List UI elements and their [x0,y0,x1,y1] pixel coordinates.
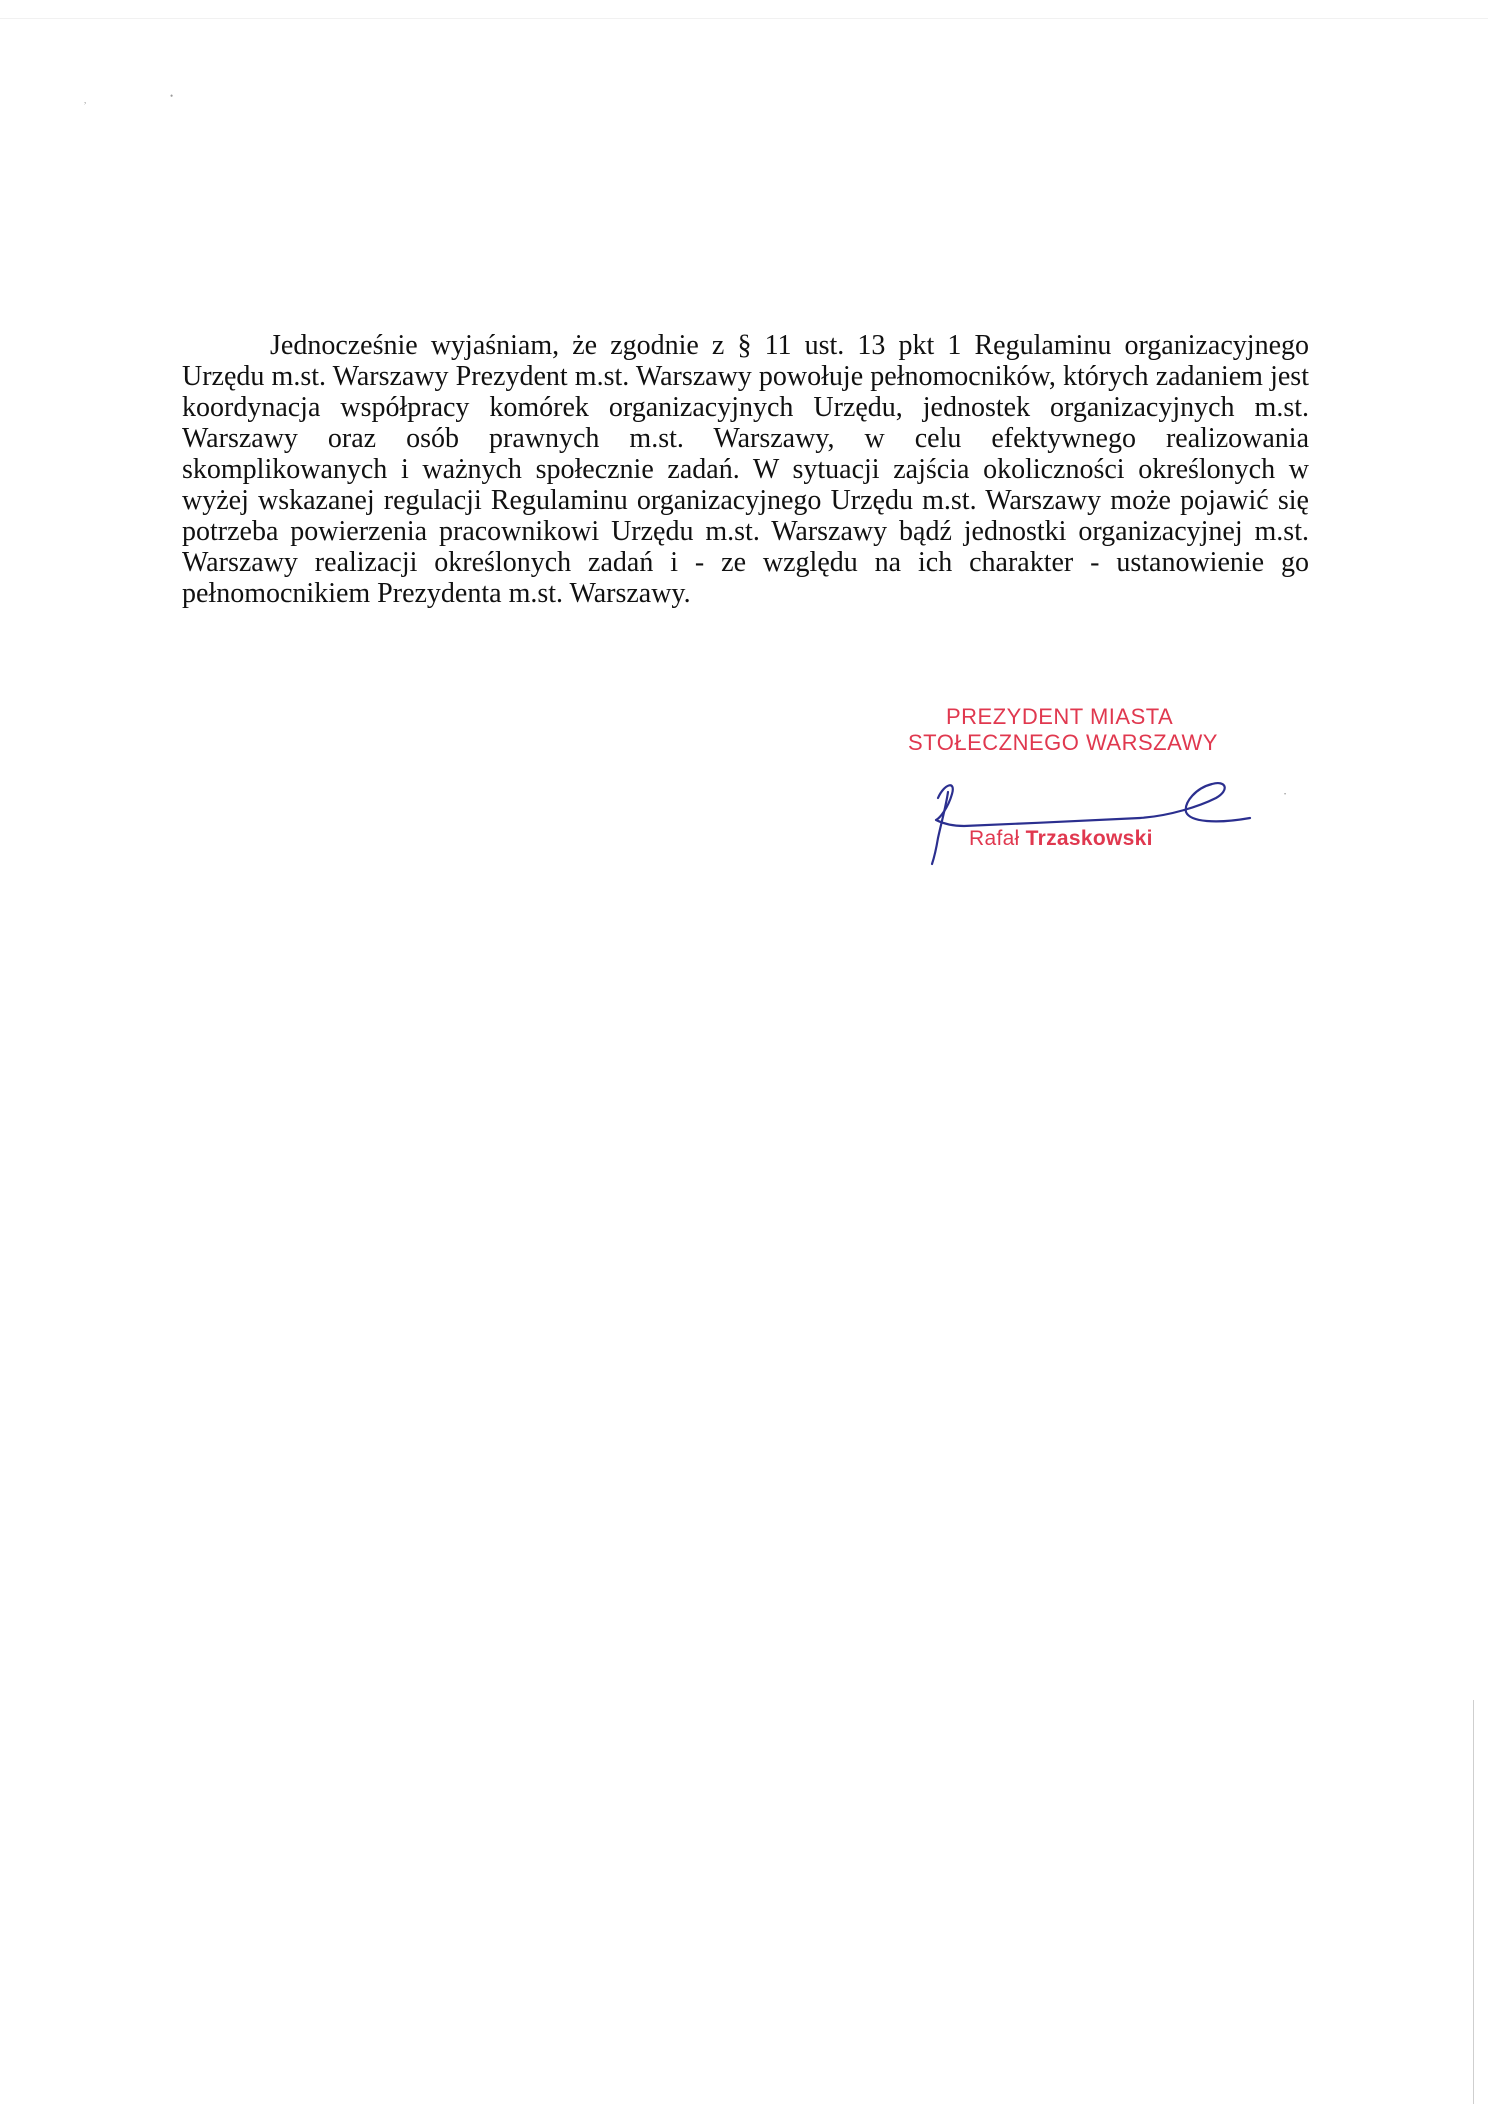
stamp-first-name: Rafał [969,827,1020,850]
stamp-title-line-1: PREZYDENT MIASTA [946,704,1174,729]
scan-speck: , [84,95,87,105]
signature-stroke-main [932,792,948,864]
scan-edge-top [0,18,1488,19]
signature-stroke-loop [936,783,1250,826]
official-stamp [900,704,1260,850]
scan-speck: • [1284,792,1287,798]
stamp-last-name: Trzaskowski [1025,827,1153,850]
handwritten-signature [900,758,1260,868]
scan-edge-right [1473,1700,1474,2104]
letter-paragraph: Jednocześnie wyjaśniam, że zgodnie z § 11 ust. 13 pkt 1 Regulaminu organizacyjnego Urzędu m.st. Warszawy Prezydent m.st. Warszawy powołuje pełnomocników, których zadaniem jest koordynacja współpracy komórek organizacyjnych Urzędu, jednostek organizacyjnych m.st. Warszawy oraz osób prawnych m.st. Warszawy, w celu efektywnego realizowania skomplikowanych i ważnych społecznie zadań. W sytuacji zajścia okoliczności określonych w wyżej wskazanej regulacji Regulaminu organizacyjnego Urzędu m.st. Warszawy może pojawić się potrzeba powierzenia pracownikowi Urzędu m.st. Warszawy bądź jednostki organizacyjnej m.st. Warszawy realizacji określonych zadań i - ze względu na ich charakter - ustanowienie go pełnomocnikiem Prezydenta m.st. Warszawy. [182,330,1309,609]
scan-speck: • [170,91,174,101]
stamp-title-line-2: STOŁECZNEGO WARSZAWY [908,730,1218,755]
